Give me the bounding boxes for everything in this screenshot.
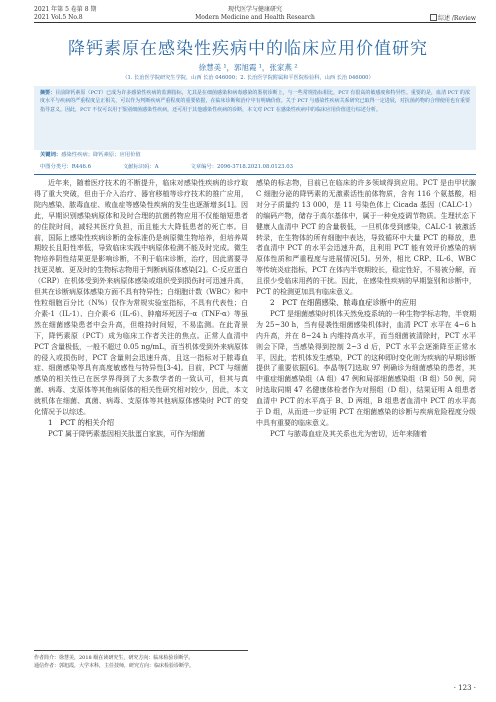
document-code: 文献标识码：A bbox=[122, 164, 159, 170]
journal-issue: 2021 年第 5 卷第 8 期 2021 Vol.5 No.8 bbox=[34, 6, 97, 21]
body-paragraph: 感染的标志物，目前已在临床的许多领域得到应用。PCT 是由甲状腺 C 细胞分泌的降钙素的无激素活性前体物质，含有 116 个氨基酸，相对分子质量约 13 000，是 11 号染色体上 Cicada 基因（CALC-1）的编码产物，储存于高尔基体中，属于一种免疫调节物质。生理状态下健康人血清中 PCT 的含量极低，一旦机体受到感染，CALC-1 被激活转录，在生物体的所有细胞中表达，导致循环中大量 PCT 的释放，患者血清中 PCT 的水平会迅速升高，且利用 PCT 能有效评价感染的病原体性质和严重程度与进展情况[5]。另外，相比 CRP、IL-6、WBC 等传统炎症指标，PCT 在体内半衰期较长，稳定性好，不易被分解，而且很少受临床用药的干扰。因此，在感染性疾病的早期鉴别和诊断中，PCT 的检测更加具有临床意义。 bbox=[256, 179, 476, 297]
divider-rule bbox=[34, 174, 476, 175]
body-paragraph: PCT 与脓毒血症及其关系也尤为密切，近年来随着 bbox=[270, 429, 427, 438]
header-rule bbox=[34, 22, 476, 23]
footnote bbox=[34, 650, 248, 670]
body-paragraph: PCT 属于降钙素基因相关肽蛋白家族，可作为细菌 bbox=[48, 429, 205, 438]
abstract-label: 摘要： bbox=[40, 90, 56, 96]
article-title: 降钙素原在感染性疾病中的临床应用价值研究 bbox=[68, 39, 428, 59]
section-tag: 综述 /Review bbox=[430, 14, 476, 23]
abstract-text: 目前降钙素原（PCT）已成为许多感染性疾病的监测指标，尤其是在细菌感染和病毒感染的鉴别诊断上，与一些常规指标相比，PCT 有很高的敏感度和特异性。重要的是，血清 PCT 的浓度水平与疾病的严重程度呈正相关，可以作为判断疾病严重程度的重要依据，在临床诊断和治疗中有明确价值。关于 PCT 与感染性疾病关系研究已取得一定进展，对抗菌药物的合理使用也有重要指导意义。因此，PCT 不仅可以用于鉴别细菌感染性疾病，还可用于其他感染性疾病的诊断，本文对 PCT 在感染性疾病中的临床应用价值进行综述分析。 bbox=[40, 90, 470, 113]
authors: 徐慧美 ¹，郭旭霞 ¹，张家燕 ² bbox=[198, 63, 298, 72]
affiliation: （1. 长治医学院研究生学院，山西 长治 046000；2. 长治医学院附属和平医院检验科，山西 长治 046000） bbox=[122, 75, 374, 81]
article-number: 文章编号：2096-3718.2021.08.0123.03 bbox=[190, 164, 293, 170]
checkbox-icon bbox=[430, 14, 437, 21]
author-bio: 作者简介：徐慧美，2018 级在读研究生，研究方向：临床检验诊断学。 bbox=[34, 655, 194, 661]
section-heading: 1 PCT 的相关介绍 bbox=[48, 417, 115, 427]
classification-line bbox=[40, 162, 476, 170]
keywords: 关键词：感染性疾病；降钙素原；应用价值 bbox=[40, 152, 141, 158]
section-heading: 2 PCT 在细菌感染、脓毒血症诊断中的应用 bbox=[270, 297, 417, 307]
left-column bbox=[34, 178, 248, 440]
corresponding-author: 通信作者：郭旭霞，大学本科，主任技师，研究方向：临床检验诊断学。 bbox=[34, 663, 195, 669]
abstract-box bbox=[34, 86, 476, 150]
body-paragraph: PCT 是细菌感染时机体天然免疫系统的一种生物学标志物，半衰期为 25~30 h，当有侵袭性细菌感染机体时，血清 PCT 水平在 4~6 h 内升高，并在 8~24 h 内维持高水平，而当细菌被清除时，PCT 水平则会下降，当感染得到控制 2~3 d 后，PCT 水平会逐渐降至正常水平，因此，若机体发生感染，PCT 的这种即时变化则为疾病的早期诊断提供了重要依据[6]。李晶等[7]选取 97 例确诊为细菌感染的患者，其中重症细菌感染组（A 组）47 例和局部细菌感染组（B 组）50 例，同时选取同期 47 名健康体检者作为对照组（D 组），结果证明 A 组患者血清中 PCT 的水平高于 B、D 两组，B 组患者血清中 PCT 的水平高于 D 组，从而进一步证明 PCT 在细菌感染的诊断与疾病危险程度分级中具有重要的临床意义。 bbox=[256, 309, 476, 427]
clc-number: 中图分类号：R446.6 bbox=[40, 164, 91, 170]
right-column bbox=[256, 178, 476, 440]
body-paragraph: 近年来，随着医疗技术的不断提升，临床对感染性疾病的诊疗取得了重大突破，但由于介入治疗、器官移植等诊疗技术的推广应用，院内感染、脓毒血症、败血症等感染性疾病的发生也逐渐增多[1]。因此，早期识别感染病原体和及时合理的抗菌药物应用不仅能缩短患者的住院时间，减轻其医疗负担，而且能大大降低患者的死亡率。目前，国际上感染性疾病诊断的金标准仍是病原微生物培养，但培养周期较长且阳性率低，导致临床实践中病原体检测不能及时完成。微生物培养阴性结果更是影响诊断，不利于临床诊断，治疗，因此需要寻找更灵敏、更及时的生物标志物用于判断病原体感染[2]。C-反应蛋白（CRP）在机体受到外来病原体感染或组织受到损伤时可迅速升高，但其在诊断病原体感染方面不具有特异性；白细胞计数（WBC）和中性粒细胞百分比（N%）仅作为常规实验室指标，不具有代表性；白介素-1（IL-1）、白介素-6（IL-6）、肿瘤坏死因子-α（TNF-α）等虽然在细菌感染患者中会升高，但维持时间短，不易监测。在此背景下，降钙素原（PCT）成为临床工作者关注的焦点。正常人血清中 PCT 含量极低，一般不超过 0.05 ng/mL，而当机体受到外来病原体的侵入或损伤时，PCT 含量则会迅速升高，且这一指标对于脓毒血症、细菌感染等具有高度敏感性与特异性[3-4]。目前，PCT 与细菌感染的相关性已在医学界得到了大多数学者的一致认可，但其与真菌、病毒、支原体等其他病原体的相关性研究相对较少，因此，本文就机体在细菌、真菌、病毒、支原体等其他病原体感染时 PCT 的变化情况予以综述。 bbox=[34, 179, 248, 417]
journal-name: 现代医学与健康研究 Modern Medicine and Health Research bbox=[195, 6, 315, 21]
page-number: · 123 · bbox=[453, 684, 476, 692]
